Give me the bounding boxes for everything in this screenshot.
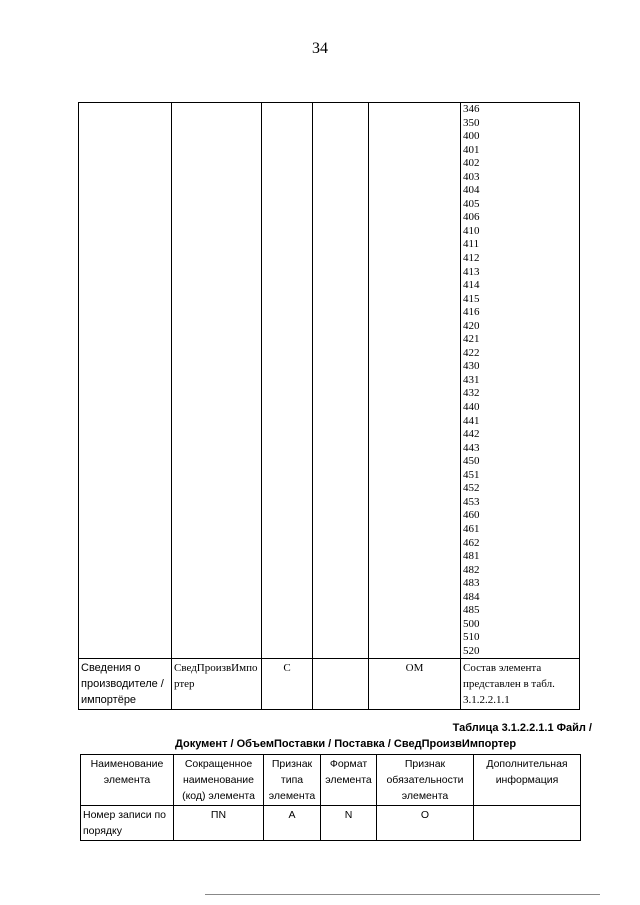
code-item: 413 — [463, 265, 480, 278]
header-info: Дополнительная информация — [474, 755, 581, 806]
page-number: 34 — [312, 40, 328, 57]
code-item: 450 — [463, 455, 480, 468]
code-item: 461 — [463, 522, 480, 535]
code-item: 422 — [463, 346, 480, 359]
code-item: 510 — [463, 631, 480, 644]
header-format: Формат элемента — [321, 755, 377, 806]
code-item: 520 — [463, 644, 480, 657]
code-item: 451 — [463, 468, 480, 481]
element-required-cell: ОМ — [369, 659, 461, 710]
row-name: Номер записи по порядку — [81, 806, 174, 841]
code-item: 481 — [463, 550, 480, 563]
code-item: 414 — [463, 279, 480, 292]
code-item: 416 — [463, 306, 480, 319]
row-info — [474, 806, 581, 841]
code-item: 441 — [463, 414, 480, 427]
code-item: 452 — [463, 482, 480, 495]
element-type-cell: С — [262, 659, 313, 710]
table-caption-line2: Документ / ОбъемПоставки / Поставка / СведПроизвИмпортер — [175, 738, 517, 750]
element-info-cell: Состав элемента представлен в табл. 3.1.2.2.1.1 — [461, 659, 580, 710]
table-row — [79, 659, 580, 710]
header-code: Сокращенное наименование (код) элемента — [174, 755, 264, 806]
code-item: 431 — [463, 373, 480, 386]
code-list — [461, 103, 580, 659]
table-row — [79, 103, 580, 659]
header-required: Признак обязательности элемента — [377, 755, 474, 806]
code-item: 443 — [463, 441, 480, 454]
code-item: 401 — [463, 143, 480, 156]
code-item: 462 — [463, 536, 480, 549]
element-name-cell: Сведения о производителе / импортёре — [79, 659, 172, 710]
code-item: 403 — [463, 170, 480, 183]
code-item: 402 — [463, 157, 480, 170]
table-row — [81, 806, 581, 841]
code-item: 440 — [463, 401, 480, 414]
code-item: 410 — [463, 224, 480, 237]
code-item: 421 — [463, 333, 480, 346]
header-type: Признак типа элемента — [264, 755, 321, 806]
element-table-continued — [78, 102, 580, 710]
code-item: 400 — [463, 130, 480, 143]
code-item: 453 — [463, 495, 480, 508]
code-item: 404 — [463, 184, 480, 197]
code-item: 405 — [463, 197, 480, 210]
code-item: 432 — [463, 387, 480, 400]
row-type: А — [264, 806, 321, 841]
code-item: 485 — [463, 604, 480, 617]
code-item: 406 — [463, 211, 480, 224]
code-item: 482 — [463, 563, 480, 576]
code-item: 411 — [463, 238, 480, 251]
code-item: 415 — [463, 292, 480, 305]
element-code-cell: СведПроизвИмпортер — [172, 659, 262, 710]
code-item: 442 — [463, 428, 480, 441]
code-item: 430 — [463, 360, 480, 373]
code-item: 346 — [463, 103, 480, 115]
row-code: ПN — [174, 806, 264, 841]
element-format-cell — [313, 659, 369, 710]
row-required: О — [377, 806, 474, 841]
code-item: 484 — [463, 590, 480, 603]
code-item: 420 — [463, 319, 480, 332]
table-header-row — [81, 755, 581, 806]
code-item: 483 — [463, 577, 480, 590]
code-item: 412 — [463, 252, 480, 265]
table-caption-line1: Таблица 3.1.2.2.1.1 Файл / — [452, 722, 592, 734]
row-format: N — [321, 806, 377, 841]
element-table — [80, 754, 581, 841]
scan-edge-line — [205, 894, 600, 895]
code-item: 350 — [463, 116, 480, 129]
code-item: 500 — [463, 617, 480, 630]
code-item: 460 — [463, 509, 480, 522]
header-name: Наименование элемента — [81, 755, 174, 806]
